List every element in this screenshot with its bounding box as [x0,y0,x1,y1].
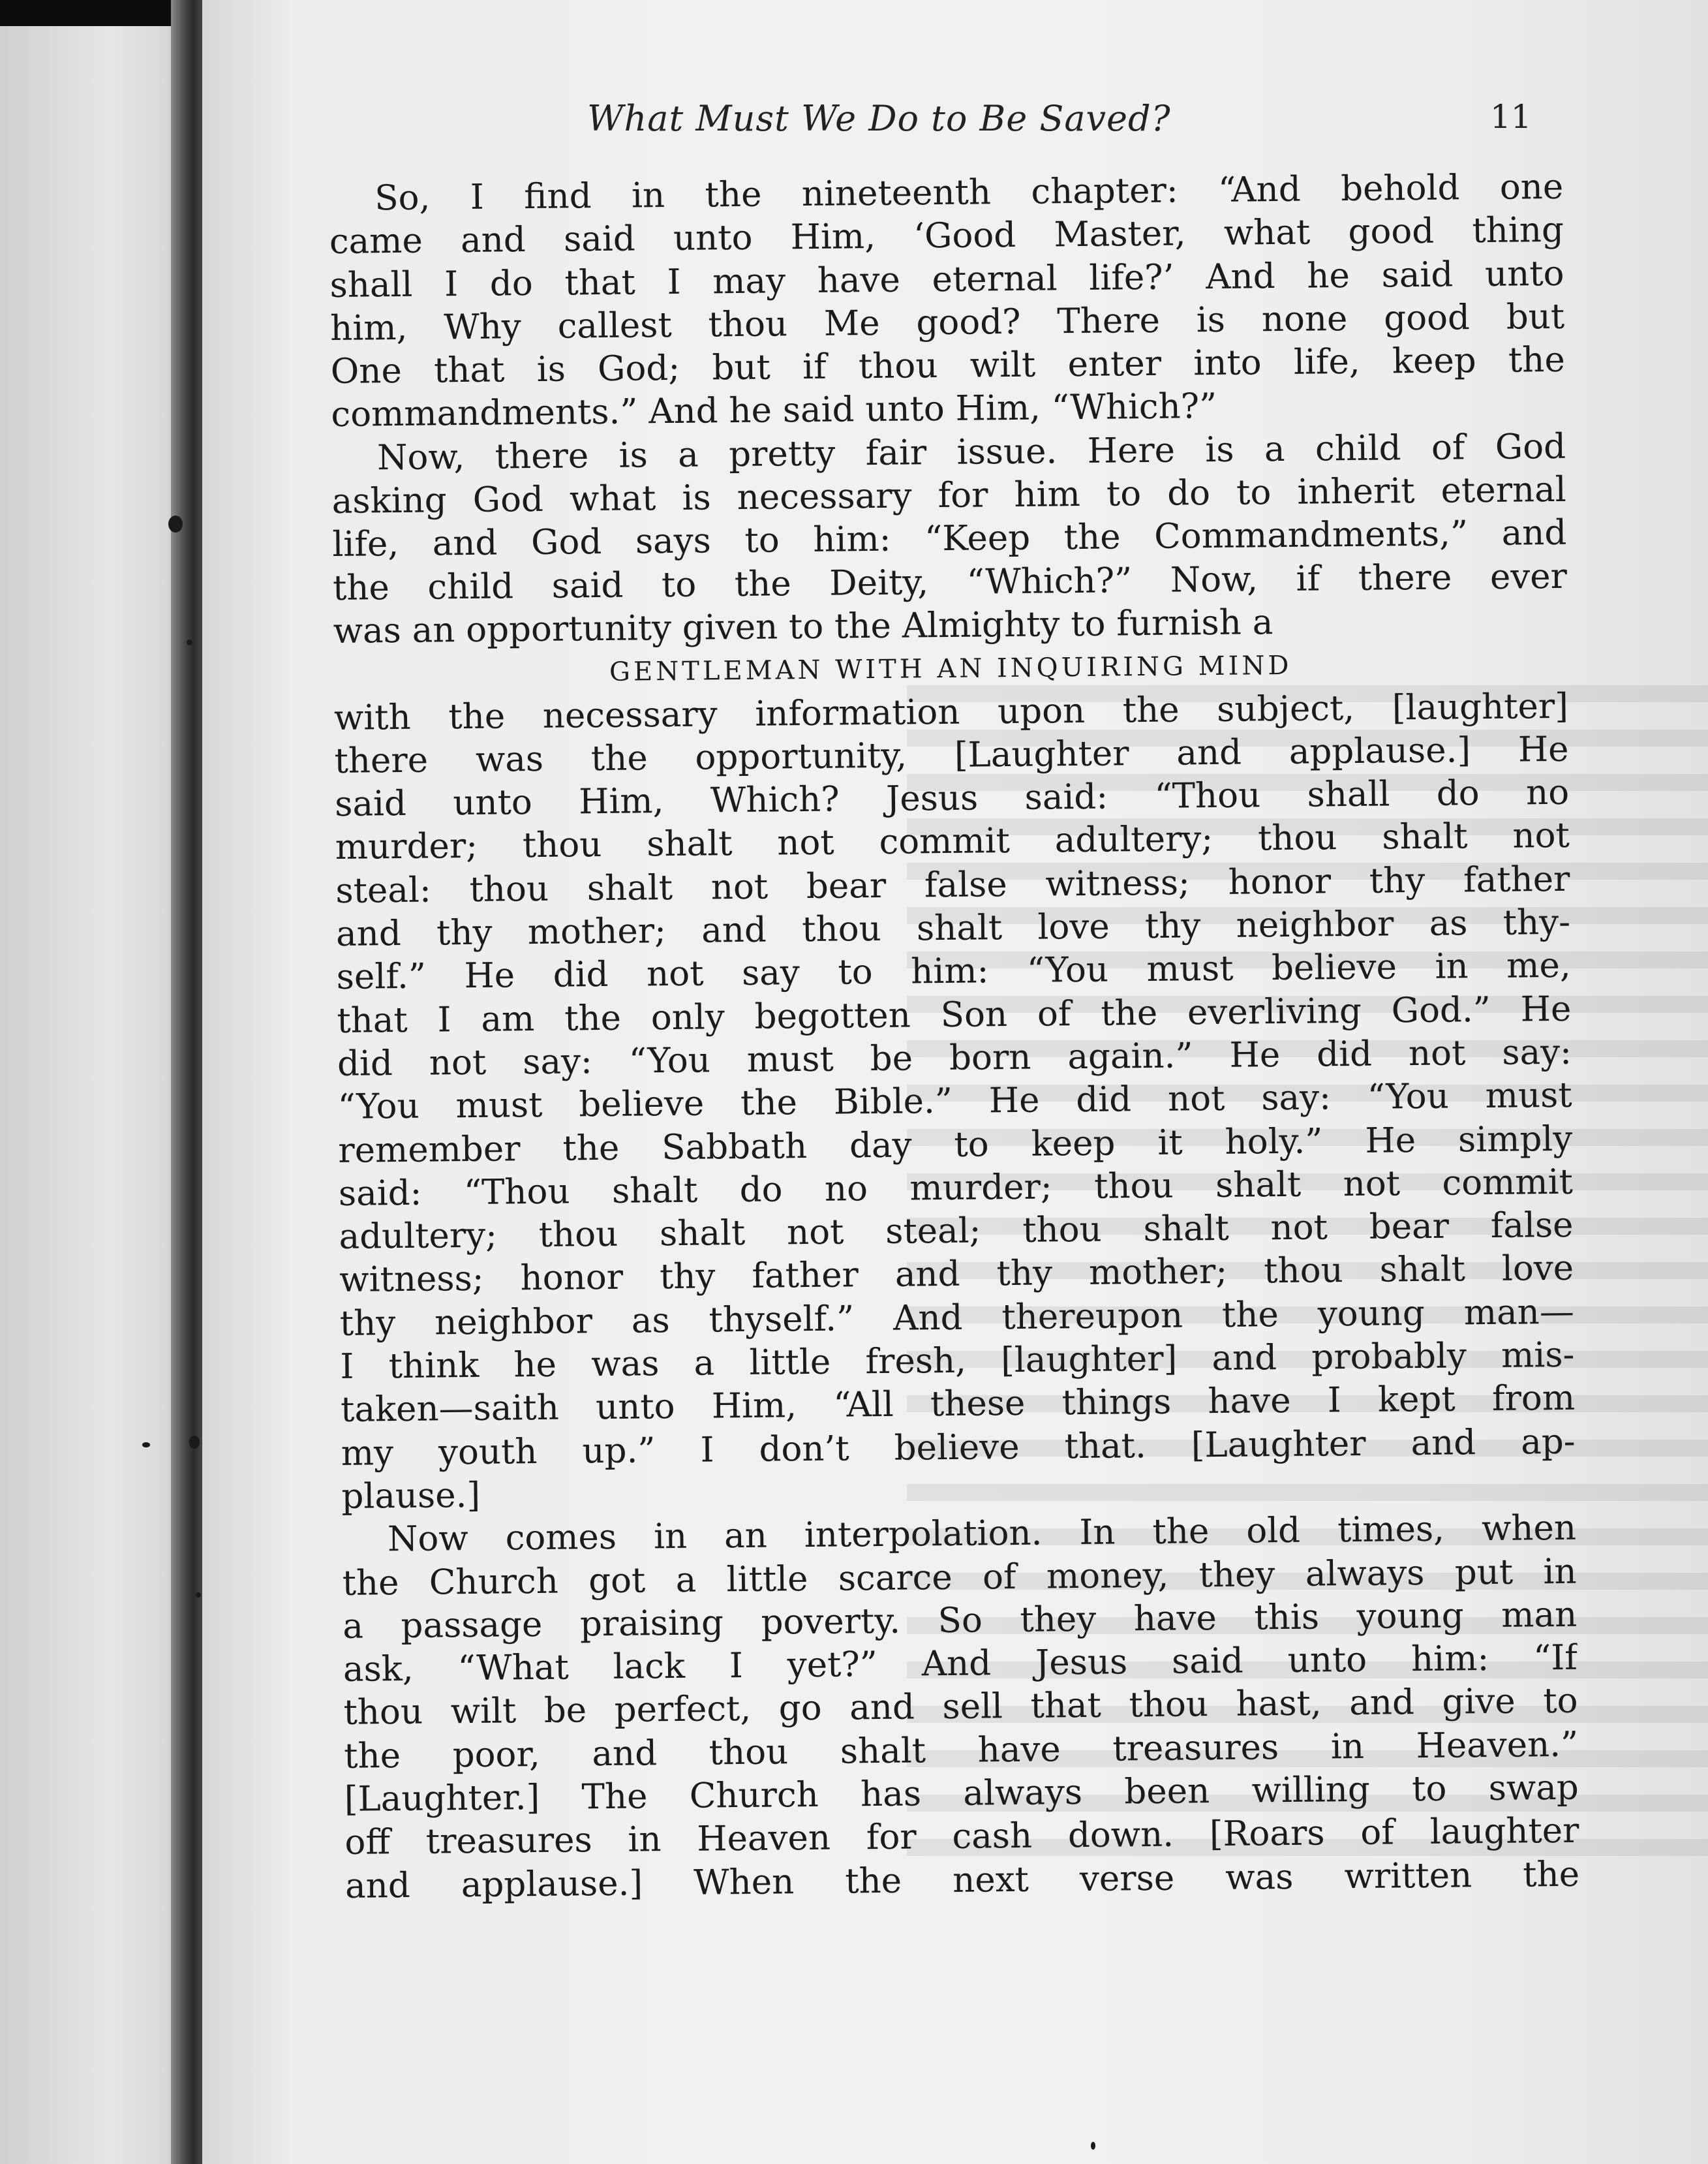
text-line: Now, there is a pretty fair issue. Here is a child of God [376,426,1566,478]
text-line: said: “Thou shalt do no murder; thou shalt not commit [338,1162,1574,1214]
text-line: said unto Him, Which? Jesus said: “Thou shall do no [334,772,1570,825]
page-blemish [1091,2142,1095,2150]
text-line: [Laughter.] The Church has always been willing to swap [344,1767,1579,1819]
left-page-edge [0,26,196,2164]
text-line: remember the Sabbath day to keep it holy.” He simply [338,1119,1573,1171]
text-line: adultery; thou shalt not steal; thou shalt not bear false [339,1205,1574,1258]
text-line: the Church got a little scarce of money, they always put in [342,1551,1577,1603]
text-line: self.” He did not say to him: “You must believe in me, [336,946,1571,998]
text-line: So, I find in the nineteenth chapter: “And behold one [374,166,1564,219]
text-line: I think he was a little fresh, [laughter] and probably mis- [340,1335,1575,1387]
text-line: murder; thou shalt not commit adultery; thou shalt not [335,816,1570,868]
text-line: shall I do that I may have eternal life?’ And he said unto [329,253,1564,305]
text-line: the child said to the Deity, “Which?” Now, if there ever [332,556,1568,608]
page-blemish [142,1442,150,1447]
text-line: Now comes in an interpolation. In the old times, when [387,1507,1577,1560]
text-line: “You must believe the Bible.” He did not say: “You must [337,1075,1572,1128]
text-line: steal: thou shalt not bear false witness; honor thy father [335,859,1570,911]
text-line: and applause.] When the next verse was written the [344,1854,1580,1906]
text-line: with the necessary information upon the subject, [laughter] [333,686,1569,738]
page-number: 11 [1490,98,1532,136]
page-blemish [196,1592,201,1598]
text-line: asking God what is necessary for him to do to inherit eternal [331,469,1566,522]
text-line: my youth up.” I don’t believe that. [Laughter and ap- [341,1421,1576,1474]
page-blemish [187,640,192,645]
body-text [329,166,1579,1908]
text-line: taken—saith unto Him, “All these things have I kept from [340,1378,1576,1430]
text-line: that I am the only begotten Son of the everliving God.” He [337,989,1572,1041]
text-line: commandments.” And he said unto Him, “Which?” [331,386,1217,435]
text-line: thy neighbor as thyself.” And thereupon the young man— [339,1291,1575,1344]
text-line: did not say: “You must be born again.” He did not say: [337,1032,1572,1084]
text-line: One that is God; but if thou wilt enter into life, keep the [330,340,1566,392]
text-line: thou wilt be perfect, go and sell that thou hast, and give to [343,1681,1578,1733]
text-line: off treasures in Heaven for cash down. [Roars of laughter [344,1811,1579,1863]
running-head: What Must We Do to Be Saved? [587,98,1171,139]
text-line: ask, “What lack I yet?” And Jesus said unto him: “If [343,1637,1578,1690]
text-line: witness; honor thy father and thy mother; thou shalt love [339,1248,1574,1301]
section-heading: GENTLEMAN WITH AN INQUIRING MIND [609,651,1292,688]
text-line: a passage praising poverty. So they have this young man [343,1594,1578,1646]
page-blemish [168,516,183,533]
text-line: and thy mother; and thou shalt love thy neighbor as thy- [335,902,1571,954]
text-line: plause.] [341,1475,481,1517]
text-line: the poor, and thou shalt have treasures in Heaven.” [343,1724,1579,1776]
text-line: life, and God says to him: “Keep the Commandments,” and [332,513,1567,565]
text-line: there was the opportunity, [Laughter and applause.] He [334,729,1569,781]
text-line: was an opportunity given to the Almighty to furnish a [333,602,1273,651]
text-line: him, Why callest thou Me good? There is none good but [329,296,1565,348]
page-blemish [189,1436,200,1449]
text-line: came and said unto Him, ‘Good Master, what good thing [329,210,1564,262]
